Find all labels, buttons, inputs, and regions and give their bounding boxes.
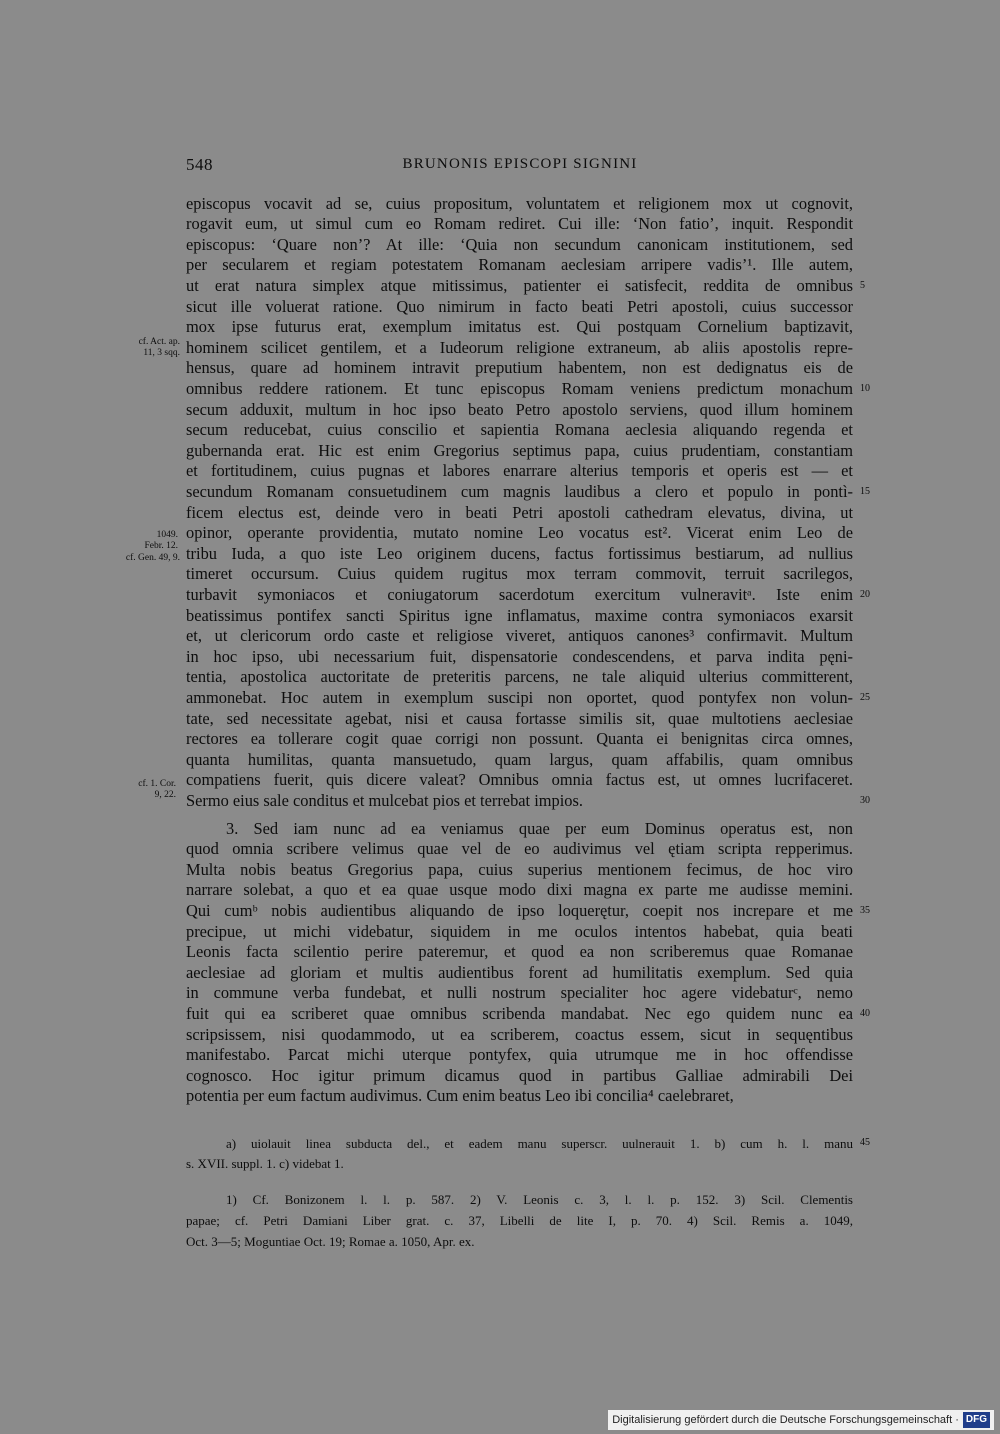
text-line: Sermo eius sale conditus et mulcebat pios et terrebat impios.: [186, 791, 583, 810]
text-line: cognosco. Hoc igitur primum dicamus quod in partibus Galliae admirabili Dei: [186, 1065, 853, 1085]
margin-note-line: cf. 1. Cor.: [138, 779, 176, 789]
footnote-line: papae; cf. Petri Damiani Liber grat. c. 37, Libelli de lite I, p. 70. 4) Scil. Remis a. 1049,: [186, 1213, 853, 1228]
text-line: manifestabo. Parcat michi uterque pontyfex, quia utrumque me in hoc offendisse: [186, 1045, 853, 1065]
line-number: 15: [860, 486, 870, 497]
margin-note: [104, 779, 176, 801]
text-line: compatiens fuerit, quis dicere valeat? Omnibus omnia factus est, ut omnes lucrifaceret.: [186, 770, 853, 790]
text-line: ammonebat. Hoc autem in exemplum suscipi non oportet, quod pontyfex non volun-: [186, 688, 853, 707]
text-line: tentia, apostolica auctoritate de preteritis parcens, ne tale aliquid ulterius committerent,: [186, 667, 853, 687]
text-line: rectores ea tollerare cogit quae corrigi non possunt. Quanta ei benignitas circa omnes,: [186, 729, 853, 749]
text-line: et fortitudinem, cuius pugnas et labores enarrare alterius temporis et operis est — et: [186, 461, 853, 481]
apparatus-line: s. XVII. suppl. 1. c) videbat 1.: [186, 1156, 344, 1171]
text-line: in hoc ipso, ubi necessarium fuit, dispensatorie condescendens, et parva indita pęni-: [186, 646, 853, 666]
text-line: mox ipse futurus erat, exemplum imitatus est. Qui postquam Cornelium baptizavit,: [186, 317, 853, 337]
text-line: per secularem et regiam potestatem Romanam aeclesiam arripere vadis’¹. Ille autem,: [186, 255, 853, 275]
text-line: episcopus: ‘Quare non’? At ille: ‘Quia non secundum canonicam institutionem, sed: [186, 234, 853, 254]
text-line: in commune verba fundebat, et nulli nostrum specialiter hoc agere videbaturᶜ, nemo: [186, 983, 853, 1003]
margin-note-line: Febr. 12.: [144, 541, 178, 551]
text-line: opinor, operante providentia, mutato nomine Leo vocatus est². Vicerat enim Leo de: [186, 523, 853, 543]
text-line: ficem electus est, deinde vero in beati Petri apostoli cathedram elevatus, divina, ut: [186, 502, 853, 522]
text-line: quod omnia scribere velimus quae vel de eo audivimus vel ętiam scripta repperimus.: [186, 839, 853, 859]
text-line: gubernanda erat. Hic est enim Gregorius septimus papa, cuius prudentiam, constantiam: [186, 440, 853, 460]
text-line: timeret occursum. Cuius quidem rugitus mox terram commovit, terruit sacrilegos,: [186, 564, 853, 584]
line-number: 25: [860, 692, 870, 703]
margin-note: [112, 553, 180, 564]
text-line: ut erat natura simplex atque mitissimus, patienter ei satisfecit, reddita de omnibus: [186, 276, 853, 295]
text-line: Leonis facta scilentio perire pateremur, et quod ea non scriberemus quae Romanae: [186, 942, 853, 962]
text-line: rogavit eum, ut simul cum eo Romam rediret. Cui ille: ‘Non fatio’, inquit. Respondit: [186, 214, 853, 234]
dfg-logo: DFG: [963, 1412, 990, 1428]
funding-text: Digitalisierung gefördert durch die Deutsche Forschungsgemeinschaft ·: [612, 1414, 959, 1426]
text-line: tate, sed necessitate agebat, nisi et causa fortasse similis sit, quae multotiens aeclesiae: [186, 708, 853, 728]
text-line: et, ut clericorum ordo caste et religiose viveret, antiquos canones³ confirmavit. Multum: [186, 626, 853, 646]
line-number: 30: [860, 795, 870, 806]
line-number: 10: [860, 383, 870, 394]
text-line: turbavit symoniacos et coniugatorum sacerdotum exercitum vulneravitᵃ. Iste enim: [186, 585, 853, 604]
funding-footer: [608, 1410, 994, 1430]
margin-note: [108, 337, 180, 359]
text-line: narrare solebat, a quo et ea quae usque modo dixi magna ex parte me audisse memini.: [186, 880, 853, 900]
margin-note-line: 9, 22.: [154, 790, 176, 800]
text-line: sicut ille voluerat ratione. Quo nimirum in facto beati Petri apostoli, cuius successor: [186, 296, 853, 316]
text-line: aeclesiae ad gloriam et multis audientibus forent ad humilitatis exemplum. Sed quia: [186, 962, 853, 982]
apparatus-line: a) uiolauit linea subducta del., et eadem manu superscr. uulnerauit 1. b) cum h. l. manu: [226, 1136, 853, 1151]
running-title: BRUNONIS EPISCOPI SIGNINI: [402, 156, 638, 172]
footnote-line: 1) Cf. Bonizonem l. l. p. 587. 2) V. Leonis c. 3, l. l. p. 152. 3) Scil. Clementis: [226, 1192, 853, 1207]
text-line: hensus, quare ad hominem intravit preputium habentem, non est dedignatus eis de: [186, 358, 853, 378]
page-header: [186, 155, 854, 177]
text-line: episcopus vocavit ad se, cuius propositum, voluntatem et religionem mox ut cognovit,: [186, 193, 853, 213]
text-line: precipue, ut michi videbatur, siquidem in me oculos intentos habebat, quia beati: [186, 921, 853, 941]
page-number: 548: [186, 155, 213, 174]
text-line: Multa nobis beatus Gregorius papa, cuius superius mentionem fecimus, de hoc viro: [186, 859, 853, 879]
text-line: secum adduxit, multum in hoc ipso beato Petro apostolo serviens, quod illum hominem: [186, 399, 853, 419]
margin-note-line: 1049.: [156, 530, 178, 540]
text-line: secundum Romanam consuetudinem cum magnis laudibus a clero et populo in pontì-: [186, 482, 853, 501]
text-line: omnibus reddere rationem. Et tunc episcopus Romam veniens predictum monachum: [186, 379, 853, 398]
text-line: secum reducebat, cuius conscilio et sapientia Romana aeclesia aliquando regenda et: [186, 420, 853, 440]
text-line: scripsissem, nisi quodammodo, ut ea scriberem, coactus essem, sicut in sequęntibus: [186, 1024, 853, 1044]
text-line: beatissimus pontifex sancti Spiritus igne inflamatus, maxime contra symoniacos exarsit: [186, 605, 853, 625]
line-number: 40: [860, 1007, 870, 1019]
text-line: tribu Iuda, a quo iste Leo originem ducens, factus fortissimus bestiarum, ad nullius: [186, 543, 853, 563]
margin-note-line: cf. Act. ap.: [138, 337, 180, 347]
text-line: fuit qui ea scriberet quae omnibus scribenda mandabat. Nec ego quidem nunc ea: [186, 1003, 853, 1023]
text-line: hominem scilicet gentilem, et a Iudeorum religione extraneum, ab aliis apostolis repre-: [186, 337, 853, 357]
line-number: 5: [860, 280, 865, 291]
text-line: 3. Sed iam nunc ad ea veniamus quae per eum Dominus operatus est, non: [226, 818, 853, 838]
text-line: Qui cumᵇ nobis audientibus aliquando de ipso loquerętur, coepit nos increpare et me: [186, 900, 853, 920]
line-number: 45: [860, 1137, 870, 1148]
text-line: potentia per eum factum audivimus. Cum enim beatus Leo ibi concilia⁴ caelebraret,: [186, 1086, 734, 1106]
margin-note-line: 11, 3 sqq.: [143, 348, 180, 358]
text-line: quanta humilitas, quanta mansuetudo, quam largus, quam affabilis, quam omnibus: [186, 749, 853, 769]
margin-note: [106, 530, 178, 552]
margin-note-line: cf. Gen. 49, 9.: [125, 553, 180, 563]
line-number: 35: [860, 904, 870, 916]
line-number: 20: [860, 589, 870, 600]
footnote-line: Oct. 3—5; Moguntiae Oct. 19; Romae a. 1050, Apr. ex.: [186, 1234, 475, 1249]
